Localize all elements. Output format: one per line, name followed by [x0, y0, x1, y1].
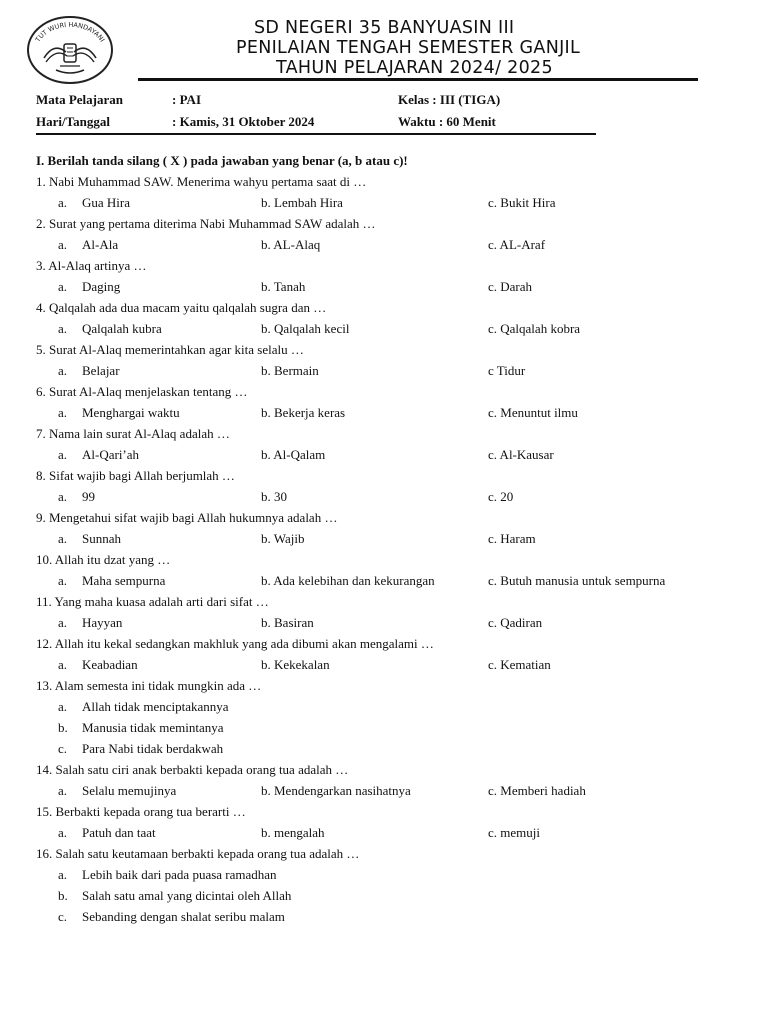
date-label: Hari/Tanggal [36, 114, 110, 129]
question-13: 13. Alam semesta ini tidak mungkin ada … [36, 678, 262, 693]
academic-year: TAHUN PELAJARAN 2024/ 2025 [276, 58, 553, 78]
options-8 [36, 489, 736, 510]
option-4c: c. Qalqalah kobra [488, 321, 581, 336]
option-10a: a. Maha sempurna [58, 573, 166, 588]
option-16c: c. Sebanding dengan shalat seribu malam [58, 909, 285, 924]
subject-label: Mata Pelajaran [36, 92, 124, 107]
option-6c: c. Menuntut ilmu [488, 405, 578, 420]
option-1a: a. Gua Hira [58, 195, 131, 210]
option-12c: c. Kematian [488, 657, 551, 672]
option-9a: a. Sunnah [58, 531, 121, 546]
options-4 [36, 321, 736, 342]
question-4: 4. Qalqalah ada dua macam yaitu qalqalah sugra dan … [36, 300, 327, 315]
option-10c: c. Butuh manusia untuk sempurna [488, 573, 666, 588]
option-3c: c. Darah [488, 279, 533, 294]
option-1c: c. Bukit Hira [488, 195, 556, 210]
option-7a: a. Al-Qari’ah [58, 447, 140, 462]
options-11 [36, 615, 736, 636]
option-2c: c. AL-Araf [488, 237, 546, 252]
option-16a: a. Lebih baik dari pada puasa ramadhan [58, 867, 277, 882]
option-8c: c. 20 [488, 489, 514, 504]
option-6a: a. Menghargai waktu [58, 405, 180, 420]
question-3: 3. Al-Alaq artinya … [36, 258, 147, 273]
instruction: I. Berilah tanda silang ( X ) pada jawaban yang benar (a, b atau c)! [36, 153, 408, 168]
options-9 [36, 531, 736, 552]
option-8b: b. 30 [261, 489, 287, 504]
tut-wuri-handayani-logo [26, 14, 114, 86]
option-5c: c Tidur [488, 363, 526, 378]
option-13a: a. Allah tidak menciptakannya [58, 699, 229, 714]
question-15: 15. Berbakti kepada orang tua berarti … [36, 804, 246, 819]
option-12b: b. Kekekalan [261, 657, 330, 672]
option-9c: c. Haram [488, 531, 536, 546]
options-5 [36, 363, 736, 384]
option-3a: a. Daging [58, 279, 121, 294]
option-15b: b. mengalah [261, 825, 325, 840]
question-list [36, 174, 736, 678]
option-11a: a. Hayyan [58, 615, 123, 630]
option-1b: b. Lembah Hira [261, 195, 343, 210]
question-9: 9. Mengetahui sifat wajib bagi Allah hukumnya adalah … [36, 510, 338, 525]
options-3 [36, 279, 736, 300]
question-1: 1. Nabi Muhammad SAW. Menerima wahyu pertama saat di … [36, 174, 367, 189]
subject-value: : PAI [172, 92, 202, 107]
exam-name: PENILAIAN TENGAH SEMESTER GANJIL [236, 38, 581, 58]
option-2a: a. Al-Ala [58, 237, 119, 252]
option-3b: b. Tanah [261, 279, 306, 294]
svg-text:TUT WURI HANDAYANI: TUT WURI HANDAYANI [33, 20, 107, 44]
option-16b: b. Salah satu amal yang dicintai oleh Allah [58, 888, 292, 903]
question-8: 8. Sifat wajib bagi Allah berjumlah … [36, 468, 235, 483]
time-label: Waktu : 60 Menit [398, 114, 496, 129]
question-14: 14. Salah satu ciri anak berbakti kepada orang tua adalah … [36, 762, 349, 777]
question-5: 5. Surat Al-Alaq memerintahkan agar kita selalu … [36, 342, 304, 357]
option-14b: b. Mendengarkan nasihatnya [261, 783, 411, 798]
option-15a: a. Patuh dan taat [58, 825, 156, 840]
question-2: 2. Surat yang pertama diterima Nabi Muhammad SAW adalah … [36, 216, 376, 231]
options-14 [36, 783, 736, 804]
option-11c: c. Qadiran [488, 615, 543, 630]
options-10 [36, 573, 736, 594]
option-15c: c. memuji [488, 825, 540, 840]
option-2b: b. AL-Alaq [261, 237, 321, 252]
options-6 [36, 405, 736, 426]
question-7: 7. Nama lain surat Al-Alaq adalah … [36, 426, 230, 441]
question-6: 6. Surat Al-Alaq menjelaskan tentang … [36, 384, 248, 399]
options-2 [36, 237, 736, 258]
option-4b: b. Qalqalah kecil [261, 321, 350, 336]
option-8a: a. 99 [58, 489, 95, 504]
option-6b: b. Bekerja keras [261, 405, 346, 420]
header-rule [138, 78, 698, 81]
option-12a: a. Keabadian [58, 657, 138, 672]
options-15 [36, 825, 736, 846]
info-rule [36, 133, 596, 135]
question-16: 16. Salah satu keutamaan berbakti kepada orang tua adalah … [36, 846, 360, 861]
question-10: 10. Allah itu dzat yang … [36, 552, 171, 567]
option-14a: a. Selalu memujinya [58, 783, 177, 798]
option-5a: a. Belajar [58, 363, 120, 378]
question-12: 12. Allah itu kekal sedangkan makhluk yang ada dibumi akan mengalami … [36, 636, 434, 651]
date-value: : Kamis, 31 Oktober 2024 [172, 114, 315, 129]
exam-info [36, 92, 636, 136]
question-list-2 [36, 762, 736, 846]
option-11b: b. Basiran [261, 615, 314, 630]
options-7 [36, 447, 736, 468]
options-1 [36, 195, 736, 216]
options-12 [36, 657, 736, 678]
option-13b: b. Manusia tidak memintanya [58, 720, 224, 735]
option-7b: b. Al-Qalam [261, 447, 326, 462]
questions-section [36, 153, 736, 930]
option-7c: c. Al-Kausar [488, 447, 554, 462]
option-5b: b. Bermain [261, 363, 319, 378]
option-9b: b. Wajib [261, 531, 305, 546]
option-13c: c. Para Nabi tidak berdakwah [58, 741, 224, 756]
option-14c: c. Memberi hadiah [488, 783, 586, 798]
option-10b: b. Ada kelebihan dan kekurangan [261, 573, 435, 588]
school-name: SD NEGERI 35 BANYUASIN III [254, 18, 515, 38]
option-4a: a. Qalqalah kubra [58, 321, 162, 336]
class-label: Kelas : III (TIGA) [398, 92, 501, 107]
question-11: 11. Yang maha kuasa adalah arti dari sifat … [36, 594, 269, 609]
